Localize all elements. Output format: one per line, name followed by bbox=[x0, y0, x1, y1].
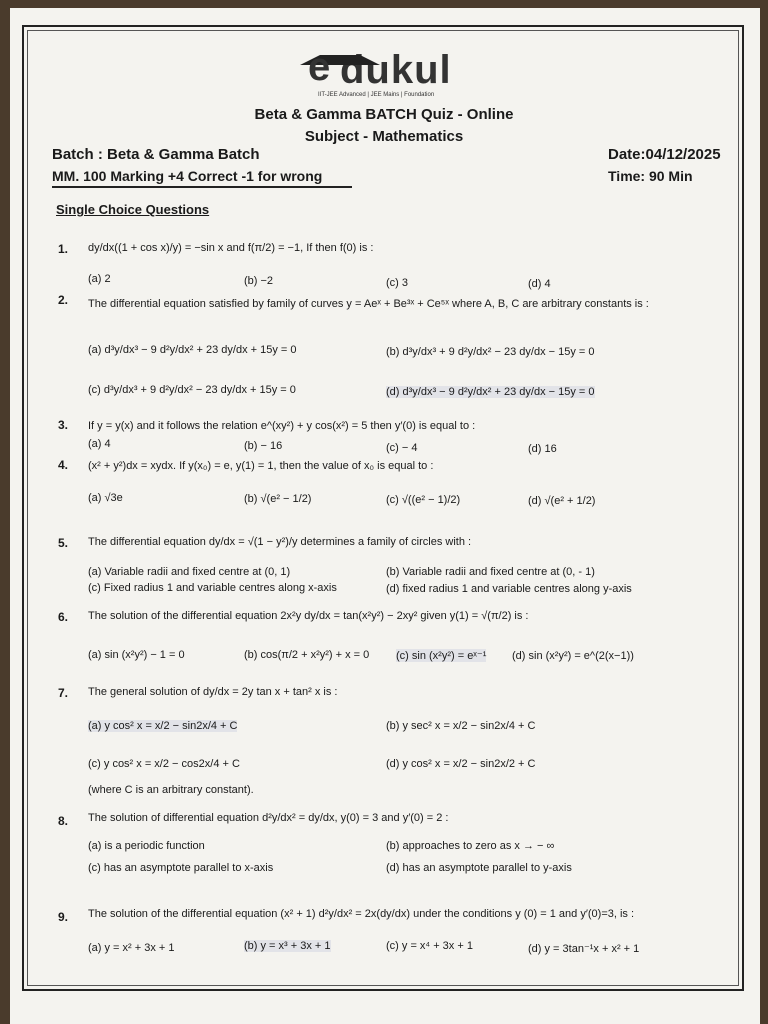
option-b[interactable]: (b) cos(π/2 + x²y²) + x = 0 bbox=[244, 649, 370, 661]
option-d[interactable]: (d) 4 bbox=[528, 278, 551, 290]
subject-title: Subject - Mathematics bbox=[304, 128, 464, 145]
option-b[interactable]: (b) approaches to zero as x → − ∞ bbox=[386, 840, 555, 852]
marking-scheme: MM. 100 Marking +4 Correct -1 for wrong bbox=[52, 168, 323, 184]
option-b[interactable]: (b) −2 bbox=[244, 275, 274, 287]
question-text: The solution of the differential equation 2x²y dy/dx = tan(x²y²) − 2xy² given y(1) = √(π/2) is : bbox=[88, 610, 529, 622]
option-d[interactable]: (d) y cos² x = x/2 − sin2x/2 + C bbox=[386, 758, 536, 770]
brand-logo: edukul bbox=[300, 48, 452, 93]
option-d[interactable]: (d) fixed radius 1 and variable centres along y-axis bbox=[386, 583, 632, 595]
option-a[interactable]: (a) d³y/dx³ − 9 d²y/dx² + 23 dy/dx + 15y = 0 bbox=[88, 344, 297, 356]
brand-tagline: IIT-JEE Advanced | JEE Mains | Foundation bbox=[318, 92, 435, 98]
question-number: 5. bbox=[58, 536, 69, 550]
question-number: 9. bbox=[58, 910, 69, 924]
section-heading: Single Choice Questions bbox=[56, 202, 210, 217]
option-d[interactable]: (d) has an asymptote parallel to y-axis bbox=[386, 862, 572, 874]
question-text: The differential equation satisfied by family of curves y = Aeˣ + Be³ˣ + Ce⁵ˣ where A, B, C are arbitrary constants is : bbox=[88, 298, 649, 310]
question-text: The solution of differential equation d²y/dx² = dy/dx, y(0) = 3 and y′(0) = 2 : bbox=[88, 812, 449, 824]
option-a[interactable]: (a) Variable radii and fixed centre at (0, 1) bbox=[88, 566, 291, 578]
question-text: The differential equation dy/dx = √(1 − y²)/y determines a family of circles with : bbox=[88, 536, 472, 548]
option-c[interactable]: (c) − 4 bbox=[386, 442, 418, 454]
option-b[interactable]: (b) y sec² x = x/2 − sin2x/4 + C bbox=[386, 720, 536, 732]
option-d[interactable]: (d) d³y/dx³ − 9 d²y/dx² + 23 dy/dx − 15y = 0 bbox=[386, 386, 595, 398]
graduation-cap-icon bbox=[300, 49, 340, 83]
option-a[interactable]: (a) √3e bbox=[88, 492, 123, 504]
question-number: 7. bbox=[58, 686, 69, 700]
option-b[interactable]: (b) d³y/dx³ + 9 d²y/dx² − 23 dy/dx − 15y = 0 bbox=[386, 346, 595, 358]
question-text: The general solution of dy/dx = 2y tan x + tan² x is : bbox=[88, 686, 338, 698]
option-c[interactable]: (c) √((e² − 1)/2) bbox=[386, 494, 461, 506]
question-text: (x² + y²)dx = xydx. If y(x₀) = e, y(1) = 1, then the value of x₀ is equal to : bbox=[88, 460, 434, 472]
option-c[interactable]: (c) sin (x²y²) = eˣ⁻¹ bbox=[396, 650, 487, 662]
option-a[interactable]: (a) 4 bbox=[88, 438, 111, 450]
question-text: If y = y(x) and it follows the relation e^(xy²) + y cos(x²) = 5 then y′(0) is equal to : bbox=[88, 420, 476, 432]
option-c[interactable]: (c) y cos² x = x/2 − cos2x/4 + C bbox=[88, 758, 240, 770]
question-number: 1. bbox=[58, 242, 69, 256]
option-c[interactable]: (c) Fixed radius 1 and variable centres along x-axis bbox=[88, 582, 337, 594]
question-number: 3. bbox=[58, 418, 69, 432]
question-text: dy/dx((1 + cos x)/y) = −sin x and f(π/2) = −1, If then f(0) is : bbox=[88, 242, 374, 254]
quiz-title: Beta & Gamma BATCH Quiz - Online bbox=[254, 106, 514, 123]
option-a[interactable]: (a) sin (x²y²) − 1 = 0 bbox=[88, 649, 185, 661]
question-number: 2. bbox=[58, 293, 69, 307]
option-a[interactable]: (a) 2 bbox=[88, 273, 111, 285]
option-a[interactable]: (a) y = x² + 3x + 1 bbox=[88, 942, 175, 954]
date-label: Date:04/12/2025 bbox=[608, 146, 721, 163]
header-divider bbox=[52, 186, 352, 188]
option-d[interactable]: (d) y = 3tan⁻¹x + x² + 1 bbox=[528, 943, 640, 955]
option-a[interactable]: (a) y cos² x = x/2 − sin2x/4 + C bbox=[88, 720, 238, 732]
option-b[interactable]: (b) y = x³ + 3x + 1 bbox=[244, 940, 331, 952]
option-b[interactable]: (b) − 16 bbox=[244, 440, 283, 452]
time-label: Time: 90 Min bbox=[608, 168, 693, 184]
option-d[interactable]: (d) √(e² + 1/2) bbox=[528, 495, 596, 507]
option-d[interactable]: (d) 16 bbox=[528, 443, 557, 455]
question-number: 4. bbox=[58, 458, 69, 472]
batch-label: Batch : Beta & Gamma Batch bbox=[52, 146, 260, 163]
option-b[interactable]: (b) Variable radii and fixed centre at (0, - 1) bbox=[386, 566, 595, 578]
option-b[interactable]: (b) √(e² − 1/2) bbox=[244, 493, 312, 505]
option-a[interactable]: (a) is a periodic function bbox=[88, 840, 205, 852]
option-d[interactable]: (d) sin (x²y²) = e^(2(x−1)) bbox=[512, 650, 634, 662]
question-number: 6. bbox=[58, 610, 69, 624]
option-c[interactable]: (c) d³y/dx³ + 9 d²y/dx² − 23 dy/dx + 15y = 0 bbox=[88, 384, 296, 396]
option-c[interactable]: (c) has an asymptote parallel to x-axis bbox=[88, 862, 274, 874]
question-note: (where C is an arbitrary constant). bbox=[88, 784, 254, 796]
option-c[interactable]: (c) y = x⁴ + 3x + 1 bbox=[386, 940, 473, 952]
question-text: The solution of the differential equation (x² + 1) d²y/dx² = 2x(dy/dx) under the conditions y (0) = 1 and y′(0)=3, is : bbox=[88, 908, 635, 920]
option-c[interactable]: (c) 3 bbox=[386, 277, 408, 289]
question-number: 8. bbox=[58, 814, 69, 828]
